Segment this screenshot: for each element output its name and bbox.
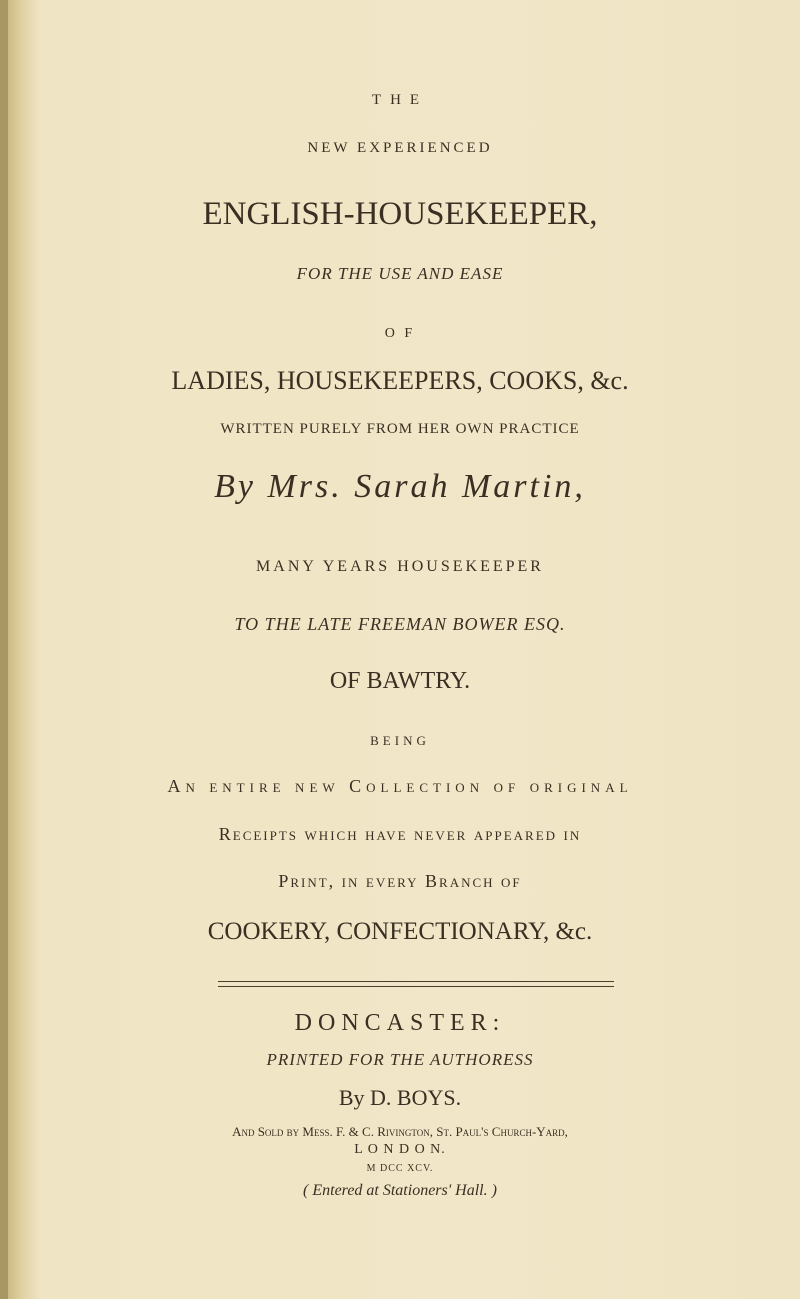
of-line: O F — [384, 326, 416, 341]
entered-line: ( Entered at Stationers' Hall. ) — [303, 1182, 497, 1199]
description-line-1: An entire new Collection of original — [167, 776, 633, 796]
description-line-4: COOKERY, CONFECTIONARY, &c. — [207, 918, 593, 945]
london-line: L O N D O N. — [354, 1142, 446, 1157]
purpose-line: FOR THE USE AND EASE — [296, 264, 504, 283]
double-rule-top — [218, 981, 614, 982]
the-heading: THE — [371, 92, 429, 108]
being-line: BEING — [370, 733, 430, 748]
place-doncaster: DONCASTER: — [294, 1010, 506, 1036]
printer-line: By D. BOYS. — [338, 1085, 462, 1110]
many-years-line: MANY YEARS HOUSEKEEPER — [256, 558, 544, 575]
main-title: ENGLISH-HOUSEKEEPER, — [202, 196, 598, 232]
author-signature-line: By Mrs. Sarah Martin, — [214, 468, 586, 505]
subtitle-new-experienced: NEW EXPERIENCED — [307, 140, 493, 156]
sold-by-line: And Sold by Mess. F. & C. Rivington, St. Paul's Church-Yard, — [232, 1124, 568, 1139]
written-line: WRITTEN PURELY FROM HER OWN PRACTICE — [220, 421, 580, 437]
description-line-3: Print, in every Branch of — [278, 871, 522, 891]
of-bawtry-line: OF BAWTRY. — [329, 668, 471, 694]
description-line-2: Receipts which have never appeared in — [218, 824, 582, 844]
to-the-late-line: TO THE LATE FREEMAN BOWER ESQ. — [234, 614, 566, 634]
double-rule-bottom — [218, 986, 614, 987]
printed-for-line: PRINTED FOR THE AUTHORESS — [266, 1050, 534, 1069]
year-line: M DCC XCV. — [366, 1163, 434, 1174]
audience-line: LADIES, HOUSEKEEPERS, COOKS, &c. — [171, 366, 629, 395]
